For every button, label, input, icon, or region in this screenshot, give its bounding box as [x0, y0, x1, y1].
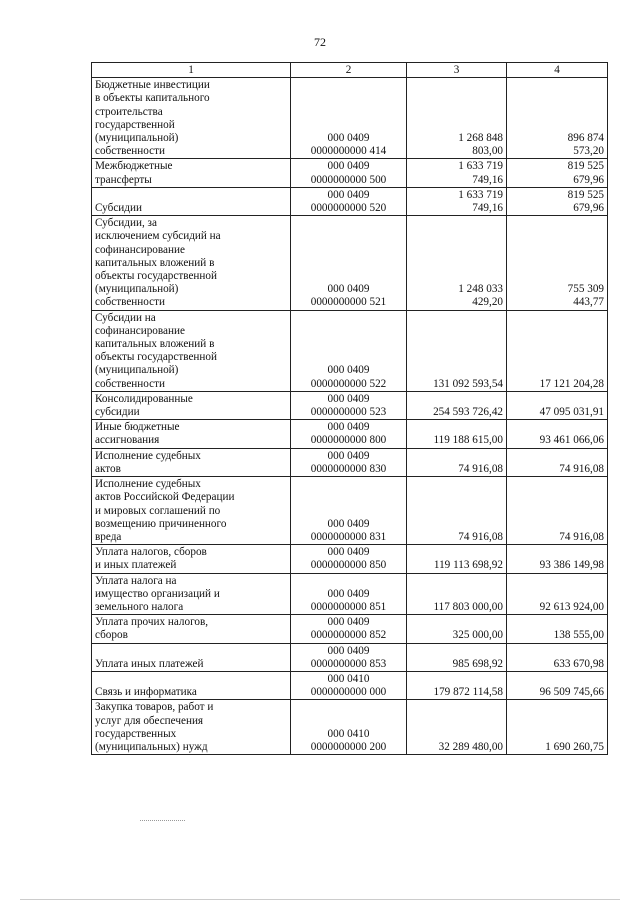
row-name-cell: Бюджетные инвестиции в объекты капитального строительства государственной (муниципальной) собственности — [92, 78, 291, 159]
page-number: 72 — [314, 35, 326, 49]
row-value-col3: 119 188 615,00 — [407, 420, 507, 448]
row-value-col3: 179 872 114,58 — [407, 671, 507, 699]
row-name-cell: Межбюджетные трансферты — [92, 159, 291, 187]
row-name-cell: Субсидии на софинансирование капитальных вложений в объекты государственной (муниципальной) собственности — [92, 310, 291, 391]
row-value-col4: 74 916,08 — [507, 448, 608, 476]
table-row — [92, 671, 608, 699]
column-header-1: 1 — [92, 63, 291, 78]
row-value-col3: 119 113 698,92 — [407, 545, 507, 573]
table-row — [92, 420, 608, 448]
row-value-col4: 896 874 573,20 — [507, 78, 608, 159]
scan-artifact — [140, 820, 185, 821]
row-value-col3: 74 916,08 — [407, 448, 507, 476]
row-code-cell: 000 0409 0000000000 414 — [291, 78, 407, 159]
row-code-cell: 000 0409 0000000000 521 — [291, 216, 407, 310]
table-row — [92, 78, 608, 159]
row-name-cell: Субсидии — [92, 187, 291, 215]
row-code-cell: 000 0410 0000000000 000 — [291, 671, 407, 699]
row-code-cell: 000 0409 0000000000 520 — [291, 187, 407, 215]
row-name-cell: Иные бюджетные ассигнования — [92, 420, 291, 448]
row-value-col3: 74 916,08 — [407, 477, 507, 545]
column-header-2: 2 — [291, 63, 407, 78]
table-row — [92, 700, 608, 755]
table-row — [92, 216, 608, 310]
row-code-cell: 000 0409 0000000000 500 — [291, 159, 407, 187]
row-value-col4: 1 690 260,75 — [507, 700, 608, 755]
row-value-col3: 32 289 480,00 — [407, 700, 507, 755]
row-value-col4: 93 461 066,06 — [507, 420, 608, 448]
row-code-cell: 000 0409 0000000000 851 — [291, 573, 407, 615]
row-name-cell: Уплата налогов, сборов и иных платежей — [92, 545, 291, 573]
row-name-cell: Уплата прочих налогов, сборов — [92, 615, 291, 643]
row-name-cell: Уплата налога на имущество организаций и земельного налога — [92, 573, 291, 615]
table-row — [92, 573, 608, 615]
table-row — [92, 643, 608, 671]
row-code-cell: 000 0409 0000000000 800 — [291, 420, 407, 448]
row-value-col4: 17 121 204,28 — [507, 310, 608, 391]
table-row — [92, 448, 608, 476]
row-value-col4: 819 525 679,96 — [507, 159, 608, 187]
budget-table — [91, 62, 608, 755]
table-header-row — [92, 63, 608, 78]
row-value-col4: 93 386 149,98 — [507, 545, 608, 573]
row-value-col4: 74 916,08 — [507, 477, 608, 545]
row-name-cell: Уплата иных платежей — [92, 643, 291, 671]
row-code-cell: 000 0409 0000000000 850 — [291, 545, 407, 573]
row-value-col4: 819 525 679,96 — [507, 187, 608, 215]
table-row — [92, 310, 608, 391]
row-value-col4: 92 613 924,00 — [507, 573, 608, 615]
column-header-3: 3 — [407, 63, 507, 78]
row-code-cell: 000 0409 0000000000 830 — [291, 448, 407, 476]
table-row — [92, 159, 608, 187]
row-name-cell: Консолидированные субсидии — [92, 391, 291, 419]
row-value-col3: 985 698,92 — [407, 643, 507, 671]
table-row — [92, 391, 608, 419]
row-value-col3: 131 092 593,54 — [407, 310, 507, 391]
row-code-cell: 000 0410 0000000000 200 — [291, 700, 407, 755]
row-code-cell: 000 0409 0000000000 852 — [291, 615, 407, 643]
row-name-cell: Связь и информатика — [92, 671, 291, 699]
table-body — [92, 78, 608, 755]
row-value-col3: 254 593 726,42 — [407, 391, 507, 419]
row-code-cell: 000 0409 0000000000 522 — [291, 310, 407, 391]
row-value-col4: 96 509 745,66 — [507, 671, 608, 699]
row-name-cell: Закупка товаров, работ и услуг для обеспечения государственных (муниципальных) нужд — [92, 700, 291, 755]
row-value-col4: 47 095 031,91 — [507, 391, 608, 419]
row-value-col3: 1 633 719 749,16 — [407, 159, 507, 187]
table-row — [92, 615, 608, 643]
row-value-col4: 755 309 443,77 — [507, 216, 608, 310]
table-row — [92, 187, 608, 215]
row-code-cell: 000 0409 0000000000 853 — [291, 643, 407, 671]
row-value-col3: 1 268 848 803,00 — [407, 78, 507, 159]
row-name-cell: Исполнение судебных актов — [92, 448, 291, 476]
row-value-col3: 1 633 719 749,16 — [407, 187, 507, 215]
row-value-col3: 1 248 033 429,20 — [407, 216, 507, 310]
row-name-cell: Исполнение судебных актов Российской Федерации и мировых соглашений по возмещению причиненного вреда — [92, 477, 291, 545]
row-name-cell: Субсидии, за исключением субсидий на софинансирование капитальных вложений в объекты государственной (муниципальной) собственности — [92, 216, 291, 310]
row-code-cell: 000 0409 0000000000 831 — [291, 477, 407, 545]
table-row — [92, 545, 608, 573]
page-edge-line — [20, 899, 620, 900]
row-value-col4: 633 670,98 — [507, 643, 608, 671]
row-value-col4: 138 555,00 — [507, 615, 608, 643]
table-row — [92, 477, 608, 545]
row-value-col3: 117 803 000,00 — [407, 573, 507, 615]
row-code-cell: 000 0409 0000000000 523 — [291, 391, 407, 419]
row-value-col3: 325 000,00 — [407, 615, 507, 643]
column-header-4: 4 — [507, 63, 608, 78]
